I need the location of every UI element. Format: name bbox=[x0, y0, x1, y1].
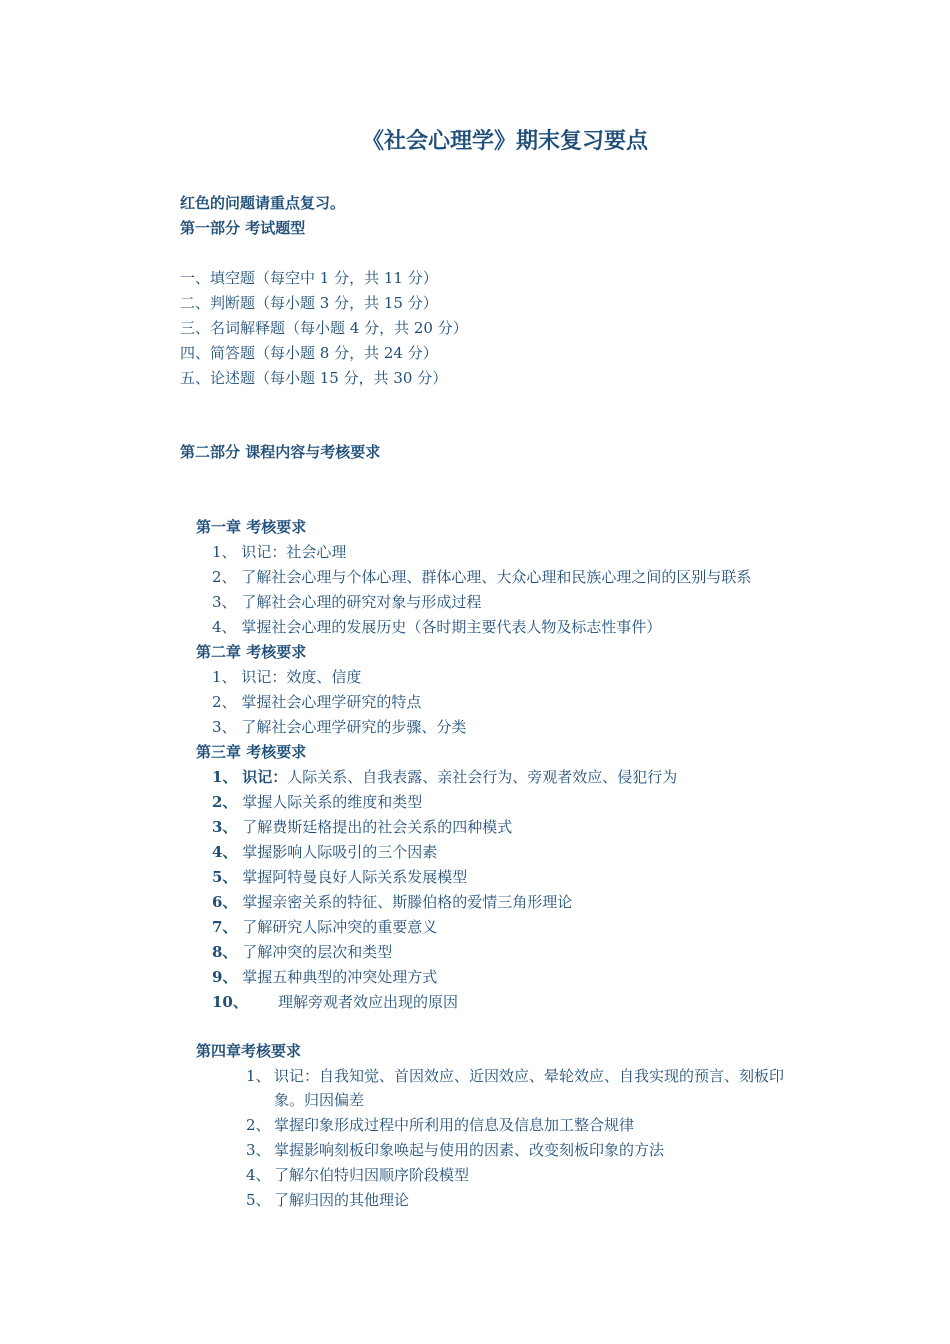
list-item: 6、 掌握亲密关系的特征、斯滕伯格的爱情三角形理论 bbox=[212, 893, 573, 911]
list-item: 1、 识记：社会心理 bbox=[212, 543, 347, 561]
exam-type-item: 四、简答题（每小题 8 分，共 24 分） bbox=[180, 344, 438, 362]
list-item: 3、 掌握影响刻板印象唤起与使用的因素、改变刻板印象的方法 bbox=[246, 1141, 665, 1159]
list-item: 5、 了解归因的其他理论 bbox=[246, 1191, 410, 1209]
list-item: 3、 了解社会心理的研究对象与形成过程 bbox=[212, 593, 482, 611]
exam-type-item: 一、填空题（每空中 1 分，共 11 分） bbox=[180, 269, 438, 287]
list-item: 1、 识记：自我知觉、首因效应、近因效应、晕轮效应、自我实现的预言、刻板印 bbox=[246, 1067, 785, 1085]
chapter1-heading: 第一章 考核要求 bbox=[196, 518, 307, 536]
list-item-continuation: 象。归因偏差 bbox=[274, 1091, 365, 1109]
exam-type-item: 三、名词解释题（每小题 4 分，共 20 分） bbox=[180, 319, 468, 337]
list-item: 1、 识记：效度、信度 bbox=[212, 668, 362, 686]
list-item: 3、 了解社会心理学研究的步骤、分类 bbox=[212, 718, 467, 736]
part1-heading: 第一部分 考试题型 bbox=[180, 219, 306, 237]
list-item: 7、 了解研究人际冲突的重要意义 bbox=[212, 918, 438, 936]
list-item: 2、 掌握印象形成过程中所利用的信息及信息加工整合规律 bbox=[246, 1116, 635, 1134]
chapter2-heading: 第二章 考核要求 bbox=[196, 643, 307, 661]
list-item: 5、 掌握阿特曼良好人际关系发展模型 bbox=[212, 868, 468, 886]
list-item: 8、 了解冲突的层次和类型 bbox=[212, 943, 393, 961]
list-item: 9、 掌握五种典型的冲突处理方式 bbox=[212, 968, 438, 986]
chapter3-heading: 第三章 考核要求 bbox=[196, 743, 307, 761]
list-item: 4、 掌握社会心理的发展历史（各时期主要代表人物及标志性事件） bbox=[212, 618, 662, 636]
exam-type-item: 五、论述题（每小题 15 分，共 30 分） bbox=[180, 369, 448, 387]
list-item: 1、 识记：人际关系、自我表露、亲社会行为、旁观者效应、侵犯行为 bbox=[212, 768, 678, 786]
part2-heading: 第二部分 课程内容与考核要求 bbox=[180, 443, 381, 461]
list-item: 4、 了解尔伯特归因顺序阶段模型 bbox=[246, 1166, 470, 1184]
list-item: 2、 了解社会心理与个体心理、群体心理、大众心理和民族心理之间的区别与联系 bbox=[212, 568, 752, 586]
review-note: 红色的问题请重点复习。 bbox=[180, 194, 346, 212]
exam-type-item: 二、判断题（每小题 3 分，共 15 分） bbox=[180, 294, 438, 312]
list-item: 4、 掌握影响人际吸引的三个因素 bbox=[212, 843, 438, 861]
list-item: 2、 掌握社会心理学研究的特点 bbox=[212, 693, 422, 711]
chapter4-heading: 第四章考核要求 bbox=[196, 1042, 302, 1060]
list-item: 2、 掌握人际关系的维度和类型 bbox=[212, 793, 423, 811]
list-item: 3、 了解费斯廷格提出的社会关系的四种模式 bbox=[212, 818, 513, 836]
document-title: 《社会心理学》期末复习要点 bbox=[361, 129, 648, 154]
list-item: 10、 理解旁观者效应出现的原因 bbox=[212, 993, 459, 1011]
